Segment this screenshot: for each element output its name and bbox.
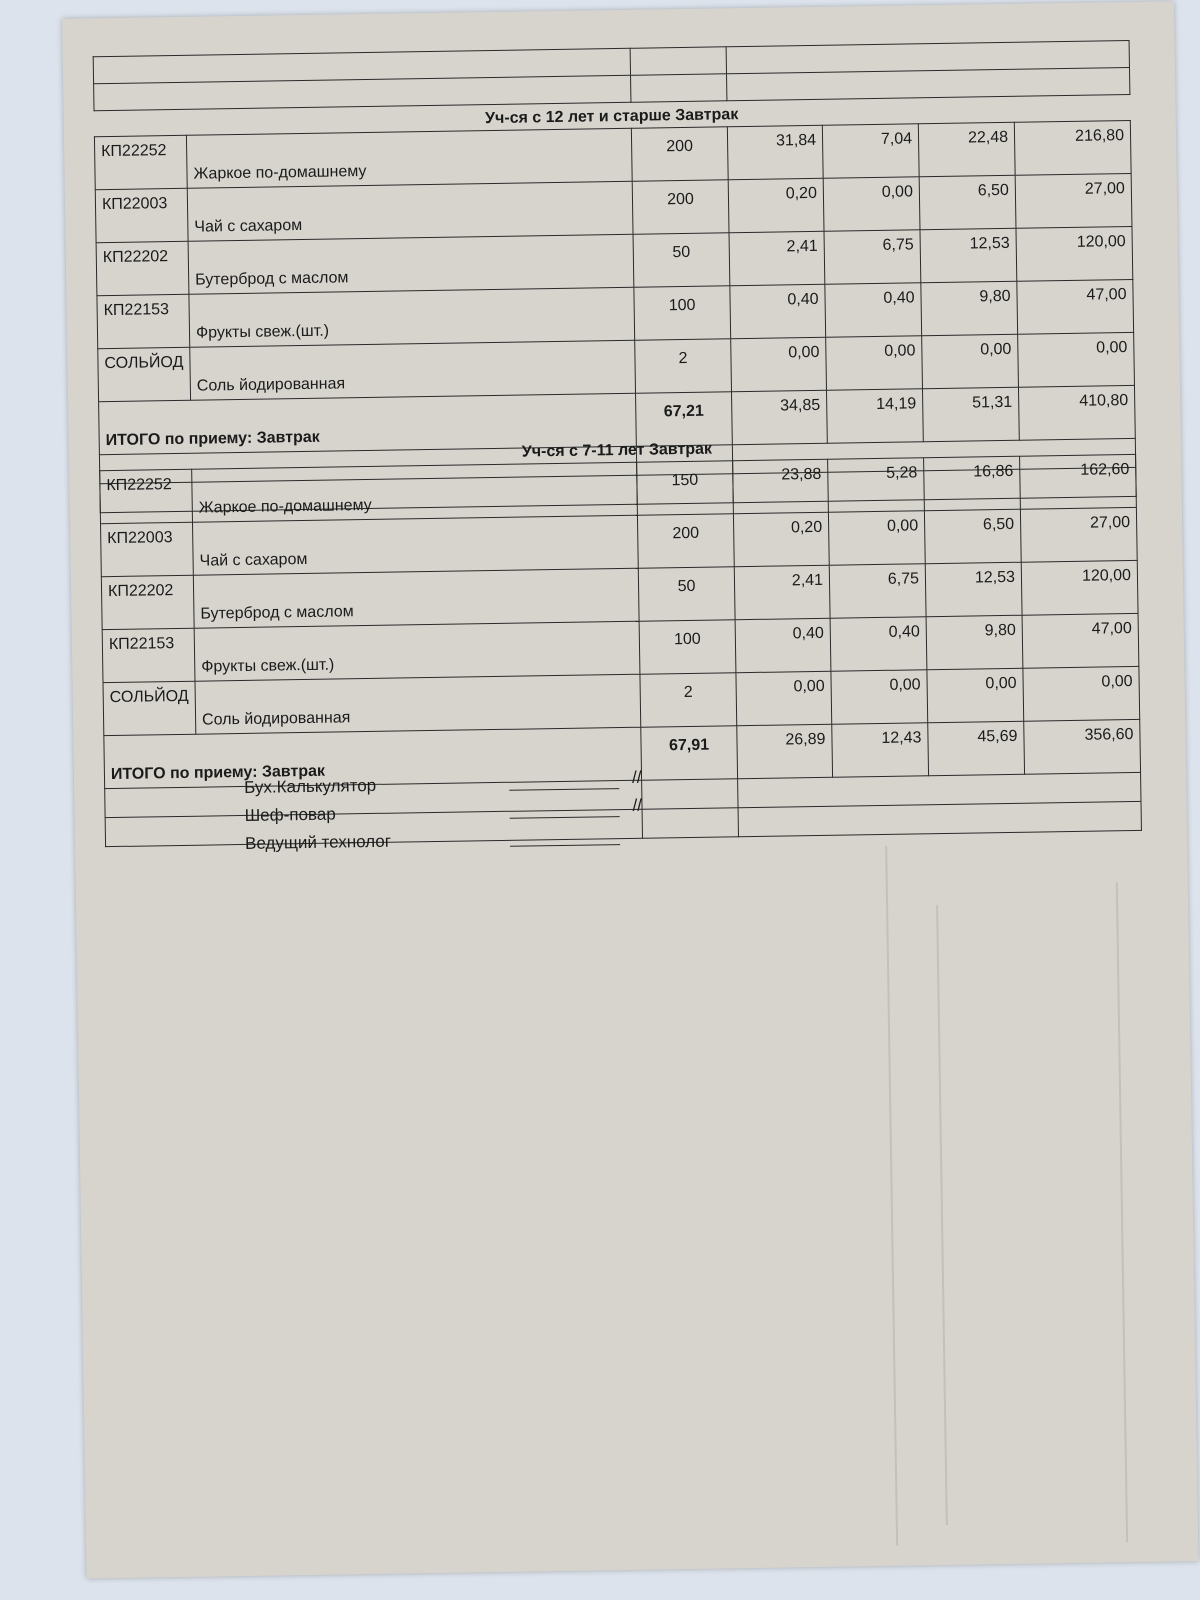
- dish-name: Бутерброд с маслом: [188, 234, 634, 294]
- dish-value: 27,00: [1015, 173, 1132, 228]
- header-blank-table: [93, 40, 1131, 111]
- dish-value: 2,41: [734, 565, 830, 619]
- dish-value: 7,04: [822, 124, 919, 179]
- dish-name: Фрукты свеж.(шт.): [194, 621, 640, 681]
- dish-value: 0,00: [826, 336, 923, 391]
- dish-value: 6,75: [824, 230, 921, 285]
- dish-value: 0,00: [731, 337, 827, 391]
- dish-value: 0,40: [830, 617, 927, 672]
- dish-name: Фрукты свеж.(шт.): [189, 287, 635, 347]
- total-value: 34,85: [732, 390, 828, 444]
- dish-code: КП22003: [101, 522, 194, 576]
- dish-value: 47,00: [1022, 613, 1139, 668]
- signature-role: Бух.Калькулятор: [244, 775, 377, 797]
- dish-name: Соль йодированная: [190, 340, 636, 400]
- total-value: 45,69: [928, 721, 1025, 776]
- dish-value: 0,40: [735, 618, 831, 672]
- section-title: Уч-ся с 7-11 лет Завтрак: [521, 440, 713, 461]
- dish-value: 0,00: [927, 668, 1024, 723]
- signature-role: Шеф-повар: [244, 804, 336, 825]
- dish-value: 0,20: [728, 178, 824, 232]
- dish-weight: 100: [639, 620, 736, 675]
- dish-value: 0,40: [825, 283, 922, 338]
- total-value: 51,31: [922, 387, 1019, 442]
- dish-value: 0,20: [733, 512, 829, 566]
- dish-weight: 2: [640, 673, 737, 728]
- dish-value: 16,86: [924, 456, 1021, 511]
- dish-weight: 2: [635, 339, 732, 394]
- dish-code: КП22153: [97, 294, 190, 348]
- signature-mark: //: [631, 767, 642, 787]
- section-title: Уч-ся с 12 лет и старше Завтрак: [484, 106, 739, 128]
- dish-weight: 200: [637, 514, 734, 569]
- dish-name: Чай с сахаром: [192, 515, 638, 575]
- dish-value: 6,50: [924, 509, 1021, 564]
- signature-mark: //: [632, 795, 643, 815]
- dish-weight: 50: [633, 233, 730, 288]
- dish-code: КП22252: [94, 135, 187, 189]
- dish-weight: 200: [632, 180, 729, 235]
- total-value: 12,43: [832, 723, 929, 778]
- dish-value: 0,40: [730, 284, 826, 338]
- total-value: 410,80: [1018, 385, 1135, 440]
- total-label: ИТОГО по приему: Завтрак: [99, 393, 637, 454]
- dish-name: Жаркое по-домашнему: [192, 462, 638, 522]
- dish-weight: 150: [637, 461, 734, 516]
- signature-role: Ведущий технолог: [244, 831, 392, 853]
- dish-value: 9,80: [921, 281, 1018, 336]
- dish-name: Бутерброд с маслом: [193, 568, 639, 628]
- dish-value: 0,00: [828, 511, 925, 566]
- dish-value: 27,00: [1020, 507, 1137, 562]
- signature-technologist: [245, 832, 391, 854]
- blank-cell: [642, 808, 738, 839]
- total-label: ИТОГО по приему: Завтрак: [104, 727, 642, 788]
- dish-weight: 200: [631, 127, 728, 182]
- total-value: 67,91: [641, 726, 738, 781]
- dish-value: 23,88: [733, 459, 829, 513]
- total-value: 26,89: [737, 724, 833, 778]
- dish-code: КП22252: [100, 469, 193, 523]
- signature-accountant: [244, 767, 642, 798]
- dish-value: 0,00: [831, 670, 928, 725]
- dish-value: 120,00: [1021, 560, 1138, 615]
- dish-value: 12,53: [925, 562, 1022, 617]
- dish-value: 162,60: [1020, 454, 1137, 509]
- blank-cell: [642, 779, 738, 810]
- dish-value: 9,80: [926, 615, 1023, 670]
- dish-value: 47,00: [1017, 279, 1134, 334]
- dish-code: КП22153: [102, 628, 195, 682]
- dish-code: КП22202: [96, 241, 189, 295]
- dish-value: 22,48: [918, 122, 1015, 177]
- printer-streak: [936, 905, 948, 1525]
- dish-name: Жаркое по-домашнему: [186, 128, 632, 188]
- dish-name: Соль йодированная: [195, 674, 641, 734]
- dish-code: СОЛЬЙОД: [103, 681, 196, 735]
- dish-value: 120,00: [1016, 226, 1133, 281]
- blank-cell: [738, 801, 1141, 836]
- total-value: 67,21: [636, 392, 733, 447]
- dish-value: 0,00: [922, 334, 1019, 389]
- dish-value: 12,53: [920, 228, 1017, 283]
- signature-line: [510, 844, 620, 847]
- dish-code: КП22202: [101, 575, 194, 629]
- dish-value: 0,00: [1018, 332, 1135, 387]
- dish-value: 31,84: [727, 125, 823, 179]
- dish-value: 2,41: [729, 231, 825, 285]
- total-value: 356,60: [1024, 719, 1141, 774]
- dish-value: 0,00: [1023, 666, 1140, 721]
- dish-name: Чай с сахаром: [187, 181, 633, 241]
- signature-chef: [244, 795, 643, 826]
- dish-weight: 50: [638, 567, 735, 622]
- dish-value: 0,00: [736, 671, 832, 725]
- dish-code: КП22003: [95, 188, 188, 242]
- dish-value: 6,75: [829, 564, 926, 619]
- dish-value: 216,80: [1014, 120, 1131, 175]
- total-value: 14,19: [826, 389, 923, 444]
- dish-value: 6,50: [919, 175, 1016, 230]
- dish-value: 5,28: [828, 458, 925, 513]
- printer-streak: [1116, 882, 1128, 1542]
- document-sheet: [62, 1, 1198, 1578]
- dish-value: 0,00: [823, 177, 920, 232]
- printer-streak: [885, 846, 898, 1546]
- dish-weight: 100: [634, 286, 731, 341]
- dish-code: СОЛЬЙОД: [98, 347, 191, 401]
